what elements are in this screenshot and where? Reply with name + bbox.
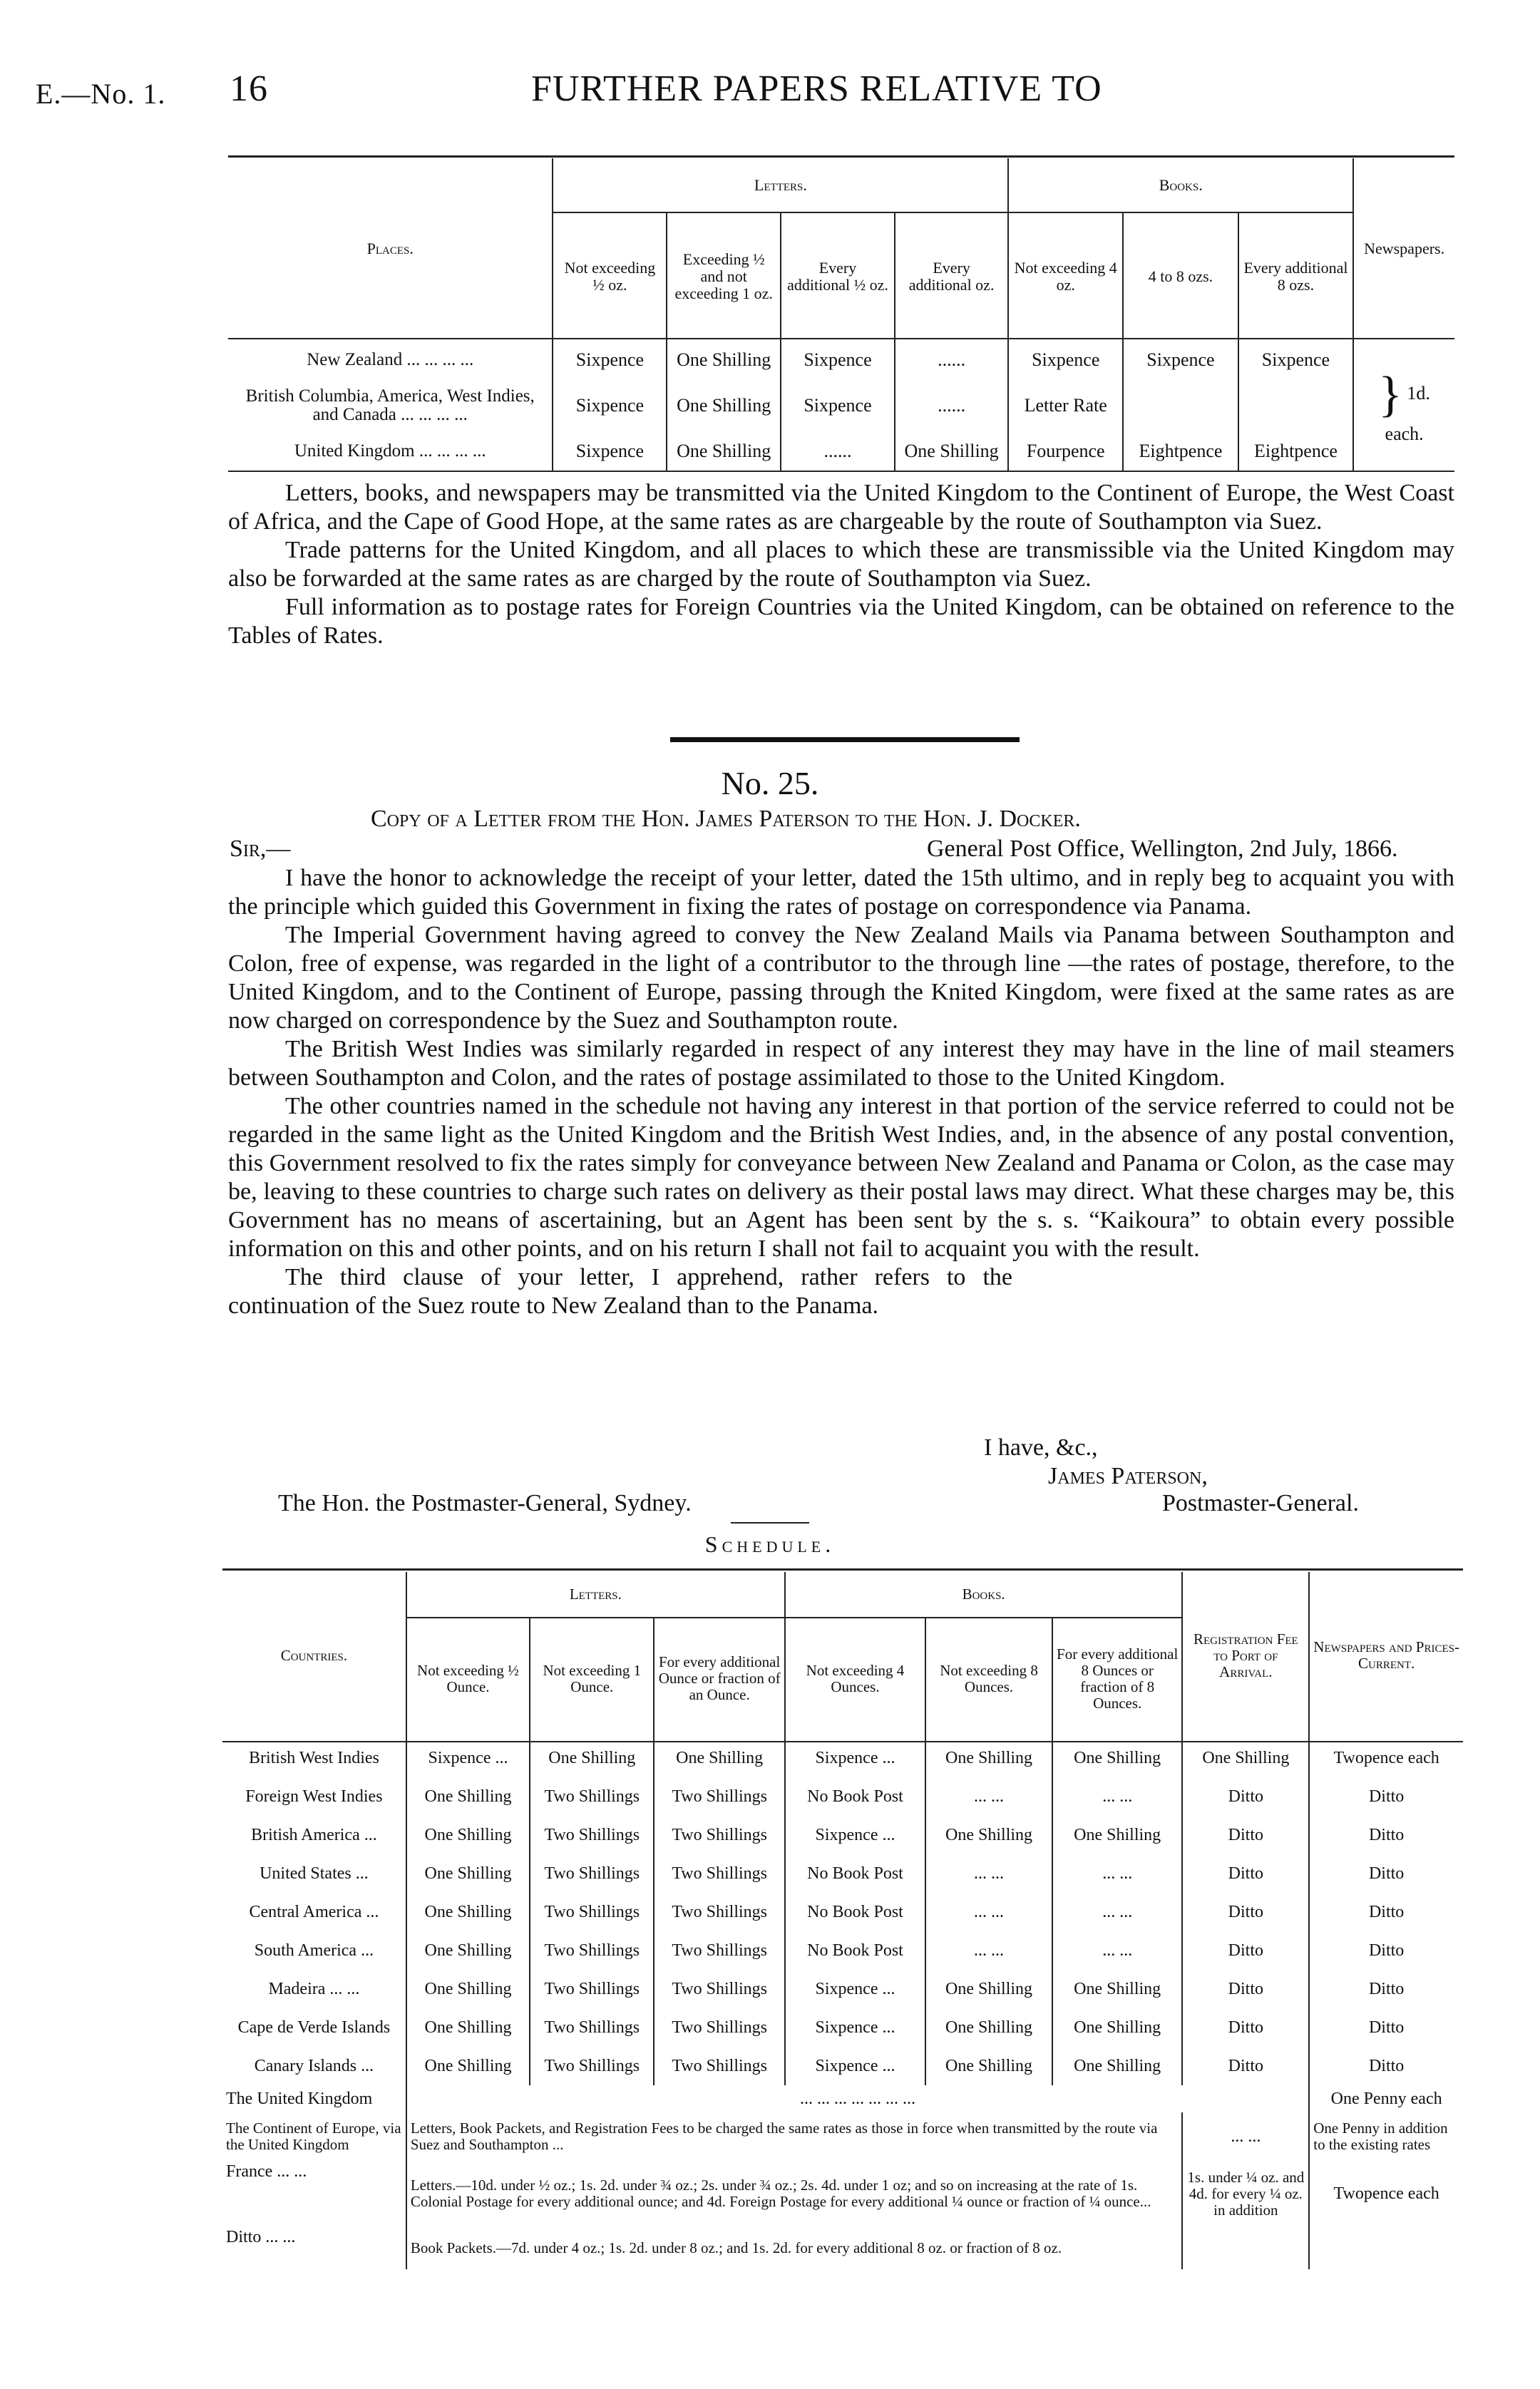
col-head: Not exceeding 4 Ounces. xyxy=(785,1618,925,1739)
rate-cell: Ditto xyxy=(1309,1816,1463,1854)
rate-cell: Sixpence xyxy=(781,339,895,381)
rate-cell: One Shilling xyxy=(406,2008,530,2047)
table-row xyxy=(222,1931,1463,1970)
country-cell: Madeira ... ... xyxy=(268,1979,360,1998)
col-head: For every additional 8 Ounces or fraction of 8 Ounces. xyxy=(1052,1618,1182,1739)
col-head: Every additional ½ oz. xyxy=(781,212,895,339)
rate-cell: Ditto xyxy=(1309,2008,1463,2047)
rate-cell: ... ... xyxy=(925,1893,1052,1931)
rate-cell: One Shilling xyxy=(667,431,781,472)
rate-cell: Two Shillings xyxy=(530,1777,654,1816)
rate-cell: Ditto xyxy=(1309,1854,1463,1893)
rate-cell: Eightpence xyxy=(1123,431,1238,472)
rate-cell: Ditto xyxy=(1182,1777,1309,1816)
books-header: Books. xyxy=(785,1572,1183,1618)
countries-header: Countries. xyxy=(280,1646,348,1664)
rate-cell: Two Shillings xyxy=(654,1777,784,1816)
col-head: Every additional 8 ozs. xyxy=(1238,212,1354,339)
rate-cell: No Book Post xyxy=(785,1893,925,1931)
rate-cell: Two Shillings xyxy=(654,1816,784,1854)
rate-cell: Ditto xyxy=(1309,2047,1463,2085)
rate-cell: One Shilling xyxy=(1182,1739,1309,1777)
country-cell: The United Kingdom xyxy=(226,2089,373,2108)
rate-cell: Ditto xyxy=(1182,1893,1309,1931)
col-head: Not exceeding 8 Ounces. xyxy=(925,1618,1052,1739)
country-cell: Cape de Verde Islands xyxy=(237,2018,391,2037)
rate-cell: One Shilling xyxy=(406,1931,530,1970)
place-cell: United Kingdom ... ... ... ... xyxy=(294,441,486,461)
paragraph: The third clause of your letter, I apprehend, rather refers to the continuation of the Suez route to New Zealand than to the Panama. xyxy=(228,1264,1012,1319)
rate-cell: Ditto xyxy=(1309,1777,1463,1816)
col-head: Not exceeding ½ oz. xyxy=(553,212,667,339)
rate-cell: Sixpence xyxy=(781,381,895,431)
salutation: Sir,— xyxy=(230,836,291,862)
table-row xyxy=(222,2226,1463,2269)
section-divider xyxy=(670,737,1020,742)
newspapers-header: Newspapers and Prices-Current. xyxy=(1309,1572,1463,1739)
col-head: Not exceeding 1 Ounce. xyxy=(530,1618,654,1739)
rate-cell: Ditto xyxy=(1182,1970,1309,2008)
note-cell: Book Packets.—7d. under 4 oz.; 1s. 2d. under 8 oz.; and 1s. 2d. for every additional 8 oz. or fraction of 8 oz. xyxy=(406,2226,1183,2269)
col-head: Not exceeding 4 oz. xyxy=(1008,212,1123,339)
rate-cell: ... ... xyxy=(925,1777,1052,1816)
rate-cell: One Shilling xyxy=(895,431,1008,472)
rate-cell: Sixpence xyxy=(553,381,667,431)
newspaper-rate-text: 1d. each. xyxy=(1385,382,1430,444)
rate-cell: Two Shillings xyxy=(654,1931,784,1970)
rate-cell: ... ... xyxy=(925,1854,1052,1893)
table-row xyxy=(222,1739,1463,1777)
rate-cell: Two Shillings xyxy=(530,1854,654,1893)
rate-cell: Two Shillings xyxy=(530,2008,654,2047)
col-head: Every additional oz. xyxy=(895,212,1008,339)
paragraph: Full information as to postage rates for Foreign Countries via the United Kingdom, can be obtained on reference to the Tables of Rates. xyxy=(228,594,1454,649)
rate-cell: Sixpence xyxy=(1123,339,1238,381)
letters-header: Letters. xyxy=(553,158,1008,212)
rate-cell: ... ... xyxy=(1052,1893,1182,1931)
note-cell: Letters, Book Packets, and Registration Fees to be charged the same rates as those in force when transmitted by the route via Suez and Southampton ... xyxy=(406,2112,1183,2161)
place-cell: New Zealand ... ... ... ... xyxy=(307,350,474,369)
col-head: For every additional Ounce or fraction of an Ounce. xyxy=(654,1618,784,1739)
letters-header: Letters. xyxy=(406,1572,785,1618)
col-head: 4 to 8 ozs. xyxy=(1123,212,1238,339)
table-row xyxy=(228,339,1454,381)
rate-cell: Two Shillings xyxy=(654,2047,784,2085)
rate-cell: Twopence each xyxy=(1309,1739,1463,1777)
table-row xyxy=(222,1777,1463,1816)
rate-cell: ... ... xyxy=(1052,1777,1182,1816)
paragraph: Trade patterns for the United Kingdom, and all places to which these are transmissible via the United Kingdom may also be forwarded at the same rates as are charged by the route of Southampton via Suez. xyxy=(228,537,1454,592)
paragraph: Letters, books, and newspapers may be transmitted via the United Kingdom to the Continent of Europe, the West Coast of Africa, and the Cape of Good Hope, at the same rates as are chargeable by the route of Southampton via Suez. xyxy=(228,480,1454,535)
rate-cell: ... ... xyxy=(1052,1854,1182,1893)
rate-cell: No Book Post xyxy=(785,1854,925,1893)
rate-cell: Two Shillings xyxy=(530,1970,654,2008)
rate-cell: Ditto xyxy=(1182,1931,1309,1970)
series-number: E.—No. 1. xyxy=(36,78,166,110)
newspaper-cell: One Penny each xyxy=(1309,2085,1463,2112)
table-row xyxy=(222,2161,1463,2226)
rate-cell: Sixpence xyxy=(1238,339,1354,381)
paragraph: The British West Indies was similarly regarded in respect of any interest they may have in the line of mail steamers between Southampton and Colon, and the rates of postage assimilated to those to the United Kingdom. xyxy=(228,1036,1454,1091)
table-row xyxy=(222,2008,1463,2047)
rate-cell: Fourpence xyxy=(1008,431,1123,472)
rate-cell: Two Shillings xyxy=(654,2008,784,2047)
rate-cell: Sixpence ... xyxy=(785,2008,925,2047)
rate-cell: One Shilling xyxy=(1052,2047,1182,2085)
rate-cell: Ditto xyxy=(1309,1893,1463,1931)
schedule-top-rule xyxy=(222,1568,1463,1571)
rate-cell: One Shilling xyxy=(925,1816,1052,1854)
rate-cell: One Shilling xyxy=(1052,1970,1182,2008)
table-row xyxy=(222,2112,1463,2161)
rate-cell: ... ... xyxy=(925,1931,1052,1970)
col-head: Not exceeding ½ Ounce. xyxy=(406,1618,530,1739)
rate-cell: Sixpence ... xyxy=(785,1970,925,2008)
rate-cell: Ditto xyxy=(1309,1970,1463,2008)
place-date: General Post Office, Wellington, 2nd July, 1866. xyxy=(927,836,1398,862)
country-cell: Foreign West Indies xyxy=(245,1787,383,1806)
rate-cell: One Shilling xyxy=(667,381,781,431)
closing: I have, &c., xyxy=(984,1434,1098,1461)
rate-cell: One Shilling xyxy=(667,339,781,381)
rate-cell: One Shilling xyxy=(925,1739,1052,1777)
rate-cell: Ditto xyxy=(1309,1931,1463,1970)
rate-cell: One Shilling xyxy=(1052,1739,1182,1777)
registration-cell xyxy=(1182,2226,1309,2269)
books-header: Books. xyxy=(1008,158,1353,212)
rate-cell: One Shilling xyxy=(406,1854,530,1893)
newspaper-cell: One Penny in addition to the existing rates xyxy=(1309,2112,1463,2161)
places-header: Places. xyxy=(366,240,414,257)
schedule-rule xyxy=(731,1522,809,1524)
rate-cell: Two Shillings xyxy=(530,1816,654,1854)
rate-cell: ... ... xyxy=(1052,1931,1182,1970)
rate-cell: One Shilling xyxy=(406,1777,530,1816)
registration-cell: ... ... xyxy=(1182,2112,1309,2161)
rate-cell: Two Shillings xyxy=(530,1893,654,1931)
intro-text xyxy=(228,479,1454,650)
note-cell: Letters.—10d. under ½ oz.; 1s. 2d. under ¾ oz.; 2s. under ¾ oz.; 2s. 4d. under 1 oz; and so on increasing at the rate of 1s. Colonial Postage for every additional ounce; and 4d. Foreign Postage for every additional ¼ ounce or fraction of ¼ ounce... xyxy=(406,2161,1183,2226)
country-cell: British America ... xyxy=(251,1825,377,1844)
country-cell: British West Indies xyxy=(248,1748,379,1767)
rate-cell: One Shilling xyxy=(925,2008,1052,2047)
rate-cell: Sixpence ... xyxy=(785,1816,925,1854)
postage-rates-table xyxy=(228,158,1454,472)
rate-cell: One Shilling xyxy=(925,2047,1052,2085)
table-row xyxy=(222,2047,1463,2085)
rate-cell: One Shilling xyxy=(1052,2008,1182,2047)
registration-header: Registration Fee to Port of Arrival. xyxy=(1182,1572,1309,1739)
rate-cell: Letter Rate xyxy=(1008,381,1123,431)
rate-cell: One Shilling xyxy=(925,1970,1052,2008)
rate-cell: No Book Post xyxy=(785,1931,925,1970)
rate-cell: Sixpence xyxy=(553,431,667,472)
table1-top-rule xyxy=(228,155,1454,158)
table-row xyxy=(222,1893,1463,1931)
schedule-title: Schedule. xyxy=(704,1531,836,1557)
rate-cell: Eightpence xyxy=(1238,431,1354,472)
table-row xyxy=(222,1816,1463,1854)
country-cell: Ditto ... ... xyxy=(226,2228,296,2246)
table-row xyxy=(222,2085,1463,2112)
place-cell: British Columbia, America, West Indies, and Canada ... ... ... ... xyxy=(245,386,535,424)
paragraph: I have the honor to acknowledge the receipt of your letter, dated the 15th ultimo, and in reply beg to acquaint you with the principle which guided this Government in fixing the rates of postage on correspondence via Panama. xyxy=(228,865,1454,920)
newspaper-rate: } 1d. each. xyxy=(1353,339,1454,472)
rate-cell: ...... xyxy=(895,381,1008,431)
table-row xyxy=(228,381,1454,431)
paragraph: The other countries named in the schedule not having any interest in that portion of the service referred to could not be regarded in the same light as the United Kingdom and the British West Indies, and, in the absence of any postal convention, this Government resolved to fix the rates simply for conveyance between New Zealand and Panama or Colon, as the case may be, leaving to these countries to charge such rates on delivery as their postal laws may direct. What these charges may be, this Government has no means of ascertaining, but an Agent has been sent by the s. s. “Kaikoura” to obtain every possible information on this and other points, and on his return I shall not fail to acquaint you with the result. xyxy=(228,1093,1454,1262)
rate-cell: One Shilling xyxy=(406,1893,530,1931)
table-row xyxy=(228,431,1454,472)
rate-cell: Sixpence xyxy=(553,339,667,381)
rate-cell: Sixpence ... xyxy=(406,1739,530,1777)
newspapers-header: Newspapers. xyxy=(1353,158,1454,339)
rate-cell: Two Shillings xyxy=(654,1854,784,1893)
schedule-table xyxy=(222,1572,1463,2269)
rate-cell: ... ... ... ... ... ... ... xyxy=(406,2085,1309,2112)
rate-cell: One Shilling xyxy=(406,1816,530,1854)
letter-body xyxy=(228,864,1454,1320)
rate-cell xyxy=(1123,381,1238,431)
country-cell: South America ... xyxy=(254,1941,374,1960)
rate-cell: Ditto xyxy=(1182,1816,1309,1854)
rate-cell: Sixpence ... xyxy=(785,2047,925,2085)
table-row xyxy=(222,1970,1463,2008)
rate-cell: Two Shillings xyxy=(654,1970,784,2008)
letter-caption: Copy of a Letter from the Hon. James Paterson to the Hon. J. Docker. xyxy=(371,806,1081,832)
letter-number: No. 25. xyxy=(721,765,819,801)
country-cell: Central America ... xyxy=(249,1902,379,1921)
rate-cell: Two Shillings xyxy=(530,2047,654,2085)
rate-cell: One Shilling xyxy=(406,1970,530,2008)
rate-cell: One Shilling xyxy=(530,1739,654,1777)
newspaper-cell: Twopence each xyxy=(1309,2161,1463,2226)
rate-cell: One Shilling xyxy=(406,2047,530,2085)
rate-cell: Sixpence ... xyxy=(785,1739,925,1777)
rate-cell: One Shilling xyxy=(654,1739,784,1777)
rate-cell: Ditto xyxy=(1182,2047,1309,2085)
paragraph: The Imperial Government having agreed to convey the New Zealand Mails via Panama between Southampton and Colon, free of expense, was regarded in the light of a contributor to the through line —the rates of postage, therefore, to the United Kingdom, and to the Continent of Europe, passing through the Knited Kingdom, were fixed at the same rates as are now charged on correspondence by the Suez and Southampton route. xyxy=(228,922,1454,1034)
rate-cell: Two Shillings xyxy=(654,1893,784,1931)
col-head: Exceeding ½ and not exceeding 1 oz. xyxy=(667,212,781,339)
addressee: The Hon. the Postmaster-General, Sydney. xyxy=(278,1490,692,1516)
newspaper-cell xyxy=(1309,2226,1463,2269)
rate-cell xyxy=(1238,381,1354,431)
rate-cell: Ditto xyxy=(1182,2008,1309,2047)
country-cell: France ... ... xyxy=(226,2162,307,2181)
registration-cell: 1s. under ¼ oz. and 4d. for every ¼ oz. in addition xyxy=(1182,2161,1309,2226)
running-title: FURTHER PAPERS RELATIVE TO xyxy=(531,68,1102,109)
rate-cell: Ditto xyxy=(1182,1854,1309,1893)
signature-title: Postmaster-General. xyxy=(1162,1490,1359,1516)
rate-cell: ...... xyxy=(895,339,1008,381)
country-cell: The Continent of Europe, via the United Kingdom xyxy=(226,2120,401,2153)
table-row xyxy=(222,1854,1463,1893)
rate-cell: Sixpence xyxy=(1008,339,1123,381)
country-cell: United States ... xyxy=(260,1864,369,1883)
signature: James Paterson, xyxy=(1048,1463,1208,1489)
page-number: 16 xyxy=(230,68,268,109)
rate-cell: ...... xyxy=(781,431,895,472)
rate-cell: Two Shillings xyxy=(530,1931,654,1970)
rate-cell: One Shilling xyxy=(1052,1816,1182,1854)
rate-cell: No Book Post xyxy=(785,1777,925,1816)
country-cell: Canary Islands ... xyxy=(254,2056,374,2075)
